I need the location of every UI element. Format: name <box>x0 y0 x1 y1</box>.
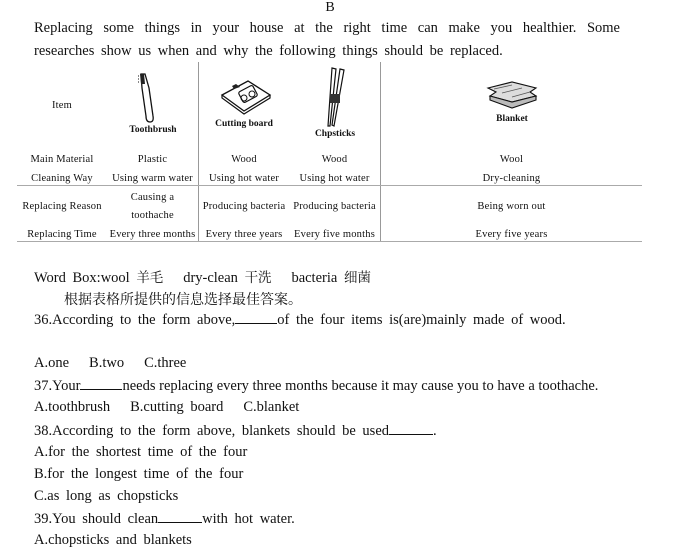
cutting-board-icon <box>218 79 274 115</box>
item-name-toothbrush: Toothbrush <box>129 125 177 135</box>
word-box-cn: 羊毛 <box>136 270 164 286</box>
options-37 <box>34 399 319 416</box>
option-c[interactable]: C.three <box>144 355 187 371</box>
question-text: . <box>433 423 437 439</box>
question-text: 38.According to the form above, blankets should be used <box>34 423 390 439</box>
blanket-icon <box>482 78 542 112</box>
cell-cleaning-board: Using hot water <box>208 173 280 184</box>
section-letter: B <box>325 0 335 15</box>
cell-reason-board: Producing bacteria <box>202 201 286 212</box>
word-box-prefix: Word Box: <box>34 270 101 286</box>
item-header: Item <box>51 100 73 111</box>
cell-time-blanket: Every five years <box>475 229 548 240</box>
row-label-material: Main Material <box>30 154 94 165</box>
cell-time-toothbrush: Every three months <box>109 229 196 240</box>
question-39 <box>34 510 295 528</box>
cell-reason-chopsticks: Producing bacteria <box>293 201 376 212</box>
row-label-time: Replacing Time <box>27 229 97 240</box>
answer-blank[interactable] <box>235 311 277 324</box>
item-name-chopsticks: Chpsticks <box>314 129 356 139</box>
chopsticks-icon <box>320 66 348 128</box>
cell-cleaning-chopsticks: Using hot water <box>299 173 370 184</box>
question-text: 36.According to the form above, <box>34 312 236 328</box>
info-table <box>17 62 642 242</box>
word-box-en: bacteria <box>291 270 338 286</box>
question-text: with hot water. <box>202 511 295 527</box>
word-box-cn: 细菌 <box>343 270 371 286</box>
intro-line-2: researches show us when and why the following things should be replaced. <box>34 43 503 59</box>
toothbrush-icon <box>127 72 167 124</box>
option-b[interactable]: B.two <box>89 355 125 371</box>
option-c[interactable]: C.as long as chopsticks <box>34 488 179 504</box>
option-a[interactable]: A.one <box>34 355 70 371</box>
table-rule <box>17 241 642 242</box>
word-box <box>34 266 371 287</box>
instruction: 根据表格所提供的信息选择最佳答案。 <box>64 292 302 308</box>
cell-cleaning-toothbrush: Using warm water <box>112 173 193 184</box>
answer-blank[interactable] <box>80 377 122 390</box>
cell-material-board: Wood <box>231 154 257 165</box>
question-text: 37.Your <box>34 378 81 394</box>
cell-reason-toothbrush-line2: toothache <box>131 210 174 221</box>
cell-material-blanket: Wool <box>499 154 524 165</box>
word-box-en: wool <box>100 270 130 286</box>
intro-line-1: Replacing some things in your house at the right time can make you healthier. Some <box>34 20 620 36</box>
table-divider <box>198 62 199 242</box>
option-c[interactable]: C.blanket <box>243 399 300 415</box>
question-text: 39.You should clean <box>34 511 159 527</box>
option-a[interactable]: A.chopsticks and blankets <box>34 532 192 548</box>
table-rule <box>17 185 642 186</box>
word-box-cn: 干洗 <box>244 270 272 286</box>
item-name-blanket: Blanket <box>496 114 528 124</box>
row-label-cleaning: Cleaning Way <box>31 173 93 184</box>
answer-blank[interactable] <box>389 422 433 435</box>
cell-material-chopsticks: Wood <box>321 154 348 165</box>
item-name-cutting-board: Cutting board <box>215 119 273 129</box>
row-label-reason: Replacing Reason <box>22 201 102 212</box>
options-36 <box>34 355 206 372</box>
cell-cleaning-blanket: Dry-cleaning <box>482 173 541 184</box>
question-36 <box>34 311 566 329</box>
option-a[interactable]: A.toothbrush <box>34 399 111 415</box>
question-38 <box>34 422 437 440</box>
question-text: needs replacing every three months because it may cause you to have a toothache. <box>122 378 599 394</box>
cell-material-toothbrush: Plastic <box>137 154 168 165</box>
cell-time-board: Every three years <box>205 229 283 240</box>
cell-time-chopsticks: Every five months <box>294 229 375 240</box>
question-text: of the four items is(are)mainly made of wood. <box>277 312 566 328</box>
cell-reason-toothbrush-line1: Causing a <box>130 192 175 203</box>
answer-blank[interactable] <box>158 510 202 523</box>
option-b[interactable]: B.cutting board <box>130 399 224 415</box>
word-box-en: dry-clean <box>183 270 238 286</box>
option-a[interactable]: A.for the shortest time of the four <box>34 444 248 460</box>
option-b[interactable]: B.for the longest time of the four <box>34 466 244 482</box>
question-37 <box>34 377 598 395</box>
cell-reason-blanket: Being worn out <box>477 201 546 212</box>
table-divider <box>380 62 381 242</box>
